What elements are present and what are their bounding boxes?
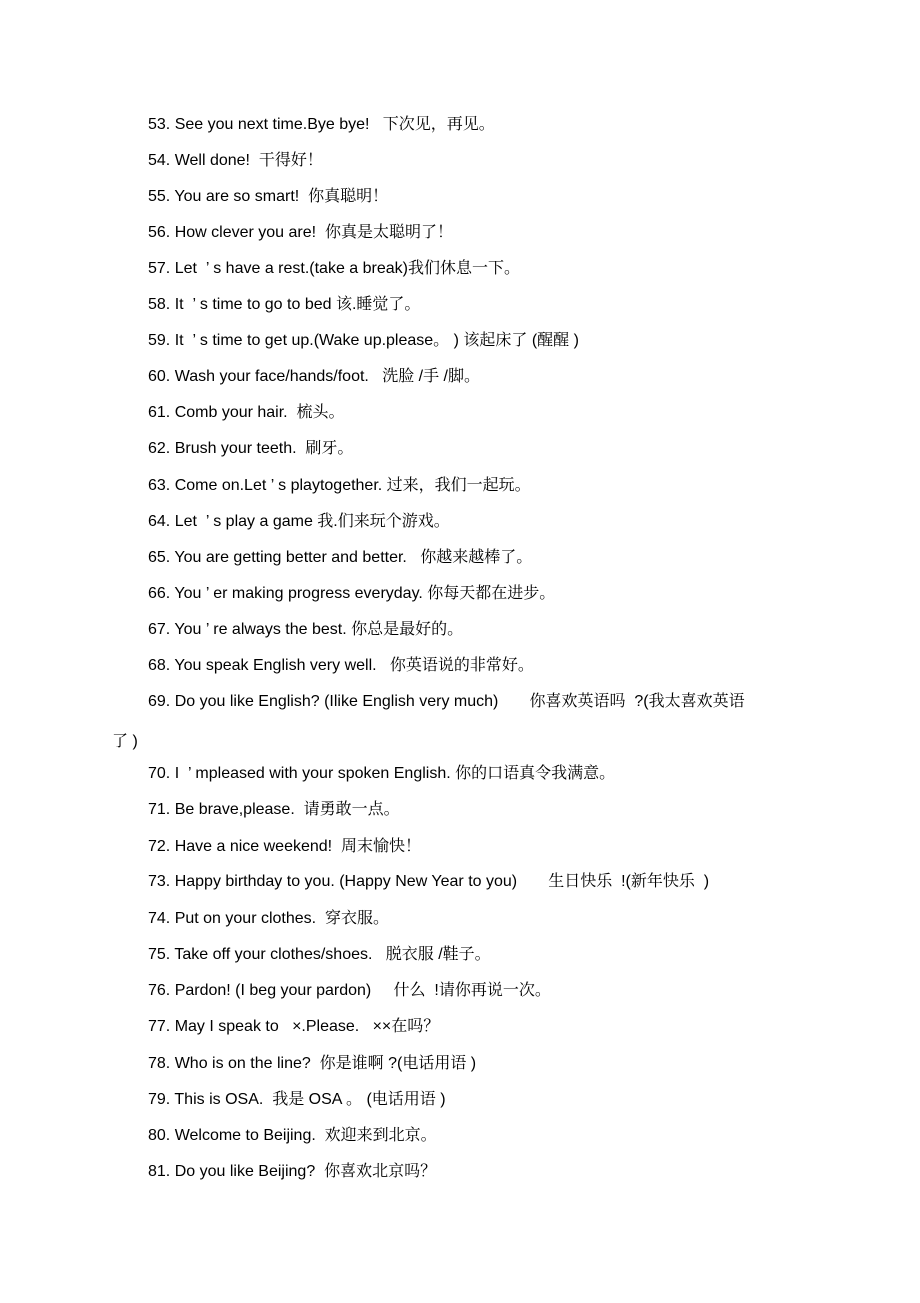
phrase-line-61: 61. Comb your hair. 梳头。: [148, 404, 345, 421]
phrase-line-54: 54. Well done! 干得好！: [148, 152, 323, 169]
phrase-line-60: 60. Wash your face/hands/foot. 洗脸 /手 /脚。: [148, 368, 480, 385]
phrase-line-77: 77. May I speak to ×.Please. ××在吗？: [148, 1018, 440, 1035]
phrase-line-57: 57. Let ’ s have a rest.(take a break)我们休息一下。: [148, 260, 520, 277]
phrase-line-76: 76. Pardon! (I beg your pardon) 什么 !请你再说一次。: [148, 982, 551, 999]
phrase-line-65: 65. You are getting better and better. 你越来越棒了。: [148, 549, 533, 566]
phrase-line-63: 63. Come on.Let ’ s playtogether. 过来，我们一起玩。: [148, 477, 531, 494]
phrase-line-74: 74. Put on your clothes. 穿衣服。: [148, 910, 389, 927]
phrase-line-80: 80. Welcome to Beijing. 欢迎来到北京。: [148, 1127, 437, 1144]
phrase-line-58: 58. It ’ s time to go to bed 该.睡觉了。: [148, 296, 421, 313]
phrase-line-53: 53. See you next time.Bye bye! 下次见，再见。: [148, 116, 495, 133]
phrase-line-72: 72. Have a nice weekend! 周末愉快！: [148, 838, 422, 855]
phrase-line-55: 55. You are so smart! 你真聪明！: [148, 188, 389, 205]
phrase-line-71: 71. Be brave,please. 请勇敢一点。: [148, 801, 400, 818]
phrase-line-56: 56. How clever you are! 你真是太聪明了！: [148, 224, 453, 241]
phrase-line-66: 66. You ’ er making progress everyday. 你每天都在进步。: [148, 585, 556, 602]
phrase-line-59: 59. It ’ s time to get up.(Wake up.please。 ) 该起床了 (醒醒 ): [148, 332, 579, 349]
phrase-line-78: 78. Who is on the line? 你是谁啊 ?(电话用语 ): [148, 1055, 477, 1072]
phrase-line-75: 75. Take off your clothes/shoes. 脱衣服 /鞋子。: [148, 946, 491, 963]
phrase-line-69: 69. Do you like English? (Ilike English very much) 你喜欢英语吗 ?(我太喜欢英语: [148, 693, 745, 710]
phrase-line-69-continuation: 了 ): [112, 733, 138, 750]
phrase-line-70: 70. I ’ mpleased with your spoken English. 你的口语真令我满意。: [148, 765, 616, 782]
phrase-line-62: 62. Brush your teeth. 刷牙。: [148, 440, 354, 457]
phrase-line-81: 81. Do you like Beijing? 你喜欢北京吗？: [148, 1163, 437, 1180]
phrase-line-79: 79. This is OSA. 我是 OSA 。 (电话用语 ): [148, 1091, 446, 1108]
phrase-line-73: 73. Happy birthday to you. (Happy New Year to you) 生日快乐 !(新年快乐 ): [148, 873, 710, 890]
phrase-line-64: 64. Let ’ s play a game 我.们来玩个游戏。: [148, 513, 450, 530]
phrase-line-67: 67. You ’ re always the best. 你总是最好的。: [148, 621, 464, 638]
phrase-line-68: 68. You speak English very well. 你英语说的非常好。: [148, 657, 534, 674]
